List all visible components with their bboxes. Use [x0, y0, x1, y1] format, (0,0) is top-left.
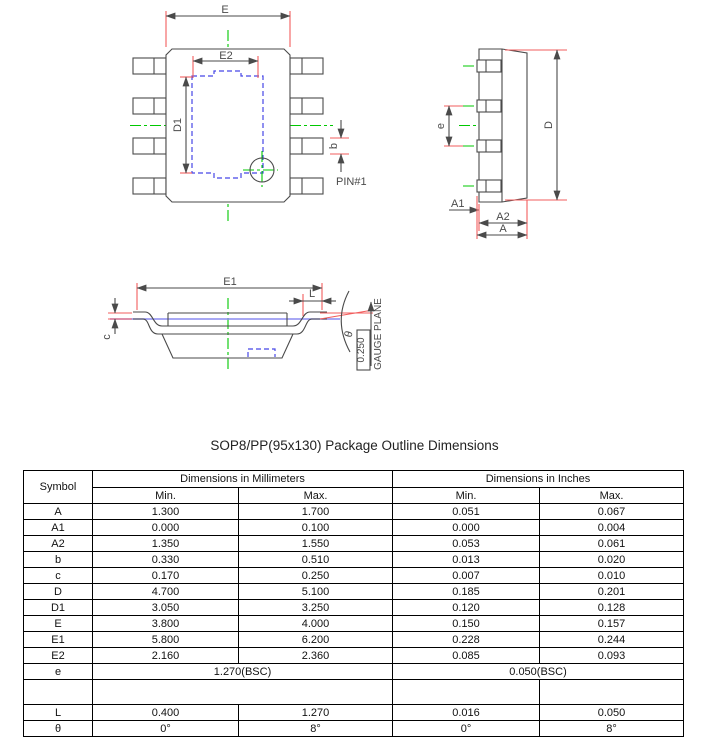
front-view-drawing — [101, 276, 384, 372]
in-min-cell: 0.000 — [393, 520, 540, 536]
in-min-cell: 0.120 — [393, 600, 540, 616]
dim-label-a: A — [499, 223, 507, 235]
table-subheader-row — [24, 488, 684, 504]
symbol-cell: E — [24, 616, 93, 632]
symbol-cell: D — [24, 584, 93, 600]
symbol-cell: e — [24, 664, 93, 680]
table-row — [24, 568, 684, 584]
symbol-cell: A — [24, 504, 93, 520]
symbol-cell: D1 — [24, 600, 93, 616]
top-view-drawing — [130, 4, 367, 221]
table-header-row — [24, 471, 684, 488]
header-mm: Dimensions in Millimeters — [93, 471, 393, 488]
mm-min-cell: 3.050 — [93, 600, 239, 616]
mm-min-cell: 0.000 — [93, 520, 239, 536]
mm-min-cell: 0° — [93, 721, 239, 737]
symbol-cell: A2 — [24, 536, 93, 552]
table-row — [24, 504, 684, 520]
mm-min-cell: 3.800 — [93, 616, 239, 632]
symbol-cell — [24, 680, 93, 705]
gauge-plane-label: GAUGE PLANE — [373, 298, 384, 370]
table-row — [24, 600, 684, 616]
table-row — [24, 552, 684, 568]
in-max-cell: 8° — [540, 721, 684, 737]
in-max-cell: 0.050 — [540, 705, 684, 721]
in-min-cell: 0.013 — [393, 552, 540, 568]
mm-max-cell: 1.700 — [239, 504, 393, 520]
mm-max-cell: 1.550 — [239, 536, 393, 552]
mm-min-cell: 0.170 — [93, 568, 239, 584]
mm-max-cell: 0.100 — [239, 520, 393, 536]
in-bsc-cell: 0.050(BSC) — [393, 664, 684, 680]
in-min-cell — [393, 680, 540, 705]
mm-max-cell: 8° — [239, 721, 393, 737]
header-in-max: Max. — [540, 488, 684, 504]
table-row — [24, 520, 684, 536]
symbol-cell: A1 — [24, 520, 93, 536]
header-inches: Dimensions in Inches — [393, 471, 684, 488]
dim-label-a1: A1 — [451, 198, 465, 210]
symbol-cell: c — [24, 568, 93, 584]
table-row — [24, 648, 684, 664]
table-row — [24, 705, 684, 721]
in-max-cell: 0.128 — [540, 600, 684, 616]
mm-max-cell: 3.250 — [239, 600, 393, 616]
mm-max-cell: 4.000 — [239, 616, 393, 632]
mm-max-cell: 2.360 — [239, 648, 393, 664]
in-min-cell: 0.007 — [393, 568, 540, 584]
in-min-cell: 0.185 — [393, 584, 540, 600]
symbol-cell: L — [24, 705, 93, 721]
in-min-cell: 0.150 — [393, 616, 540, 632]
symbol-cell: E2 — [24, 648, 93, 664]
in-max-cell: 0.020 — [540, 552, 684, 568]
in-min-cell: 0° — [393, 721, 540, 737]
dim-label-e2: E2 — [219, 50, 233, 62]
dim-label-a2: A2 — [496, 211, 510, 223]
dim-label-d: D — [543, 121, 555, 129]
in-max-cell: 0.201 — [540, 584, 684, 600]
table-row — [24, 721, 684, 737]
dim-label-l: L — [308, 288, 316, 300]
symbol-cell: b — [24, 552, 93, 568]
table-row — [24, 536, 684, 552]
page-title: SOP8/PP(95x130) Package Outline Dimensions — [210, 438, 499, 453]
table-row — [24, 616, 684, 632]
in-max-cell: 0.157 — [540, 616, 684, 632]
in-max-cell: 0.010 — [540, 568, 684, 584]
mm-max-cell: 0.250 — [239, 568, 393, 584]
gauge-value-label: 0.250 — [356, 337, 367, 363]
dim-label-e: E — [221, 4, 229, 16]
in-max-cell: 0.061 — [540, 536, 684, 552]
in-max-cell: 0.004 — [540, 520, 684, 536]
mm-min-cell: 1.300 — [93, 504, 239, 520]
header-symbol: Symbol — [24, 471, 93, 504]
side-view-drawing — [435, 49, 567, 239]
mm-min-cell: 4.700 — [93, 584, 239, 600]
mm-bsc-cell: 1.270(BSC) — [93, 664, 393, 680]
header-mm-min: Min. — [93, 488, 239, 504]
mm-max-cell: 5.100 — [239, 584, 393, 600]
mm-min-cell: 0.400 — [93, 705, 239, 721]
in-min-cell: 0.053 — [393, 536, 540, 552]
symbol-cell: θ — [24, 721, 93, 737]
table-row — [24, 584, 684, 600]
in-min-cell: 0.085 — [393, 648, 540, 664]
mm-max-cell: 0.510 — [239, 552, 393, 568]
package-body — [166, 49, 290, 202]
in-min-cell: 0.016 — [393, 705, 540, 721]
mm-min-cell: 1.350 — [93, 536, 239, 552]
symbol-cell: E1 — [24, 632, 93, 648]
table-row — [24, 632, 684, 648]
in-min-cell: 0.228 — [393, 632, 540, 648]
header-in-min: Min. — [393, 488, 540, 504]
table-row-blank — [24, 680, 684, 705]
mm-blank-cell — [93, 680, 393, 705]
in-max-cell: 0.244 — [540, 632, 684, 648]
in-max-cell — [540, 680, 684, 705]
mm-min-cell: 2.160 — [93, 648, 239, 664]
dim-label-d1: D1 — [172, 117, 184, 133]
dim-label-b: b — [328, 142, 340, 150]
in-min-cell: 0.051 — [393, 504, 540, 520]
dim-label-e-pitch: e — [435, 122, 447, 130]
dim-label-c: c — [101, 334, 113, 340]
in-max-cell: 0.067 — [540, 504, 684, 520]
dimensions-table — [23, 470, 684, 737]
mm-min-cell: 5.800 — [93, 632, 239, 648]
in-max-cell: 0.093 — [540, 648, 684, 664]
mm-max-cell: 6.200 — [239, 632, 393, 648]
mm-max-cell: 1.270 — [239, 705, 393, 721]
table-row-bsc — [24, 664, 684, 680]
dim-label-e1: E1 — [223, 276, 237, 288]
pin1-label: PIN#1 — [336, 176, 367, 188]
mm-min-cell: 0.330 — [93, 552, 239, 568]
dim-label-theta: θ — [342, 329, 356, 339]
header-mm-max: Max. — [239, 488, 393, 504]
